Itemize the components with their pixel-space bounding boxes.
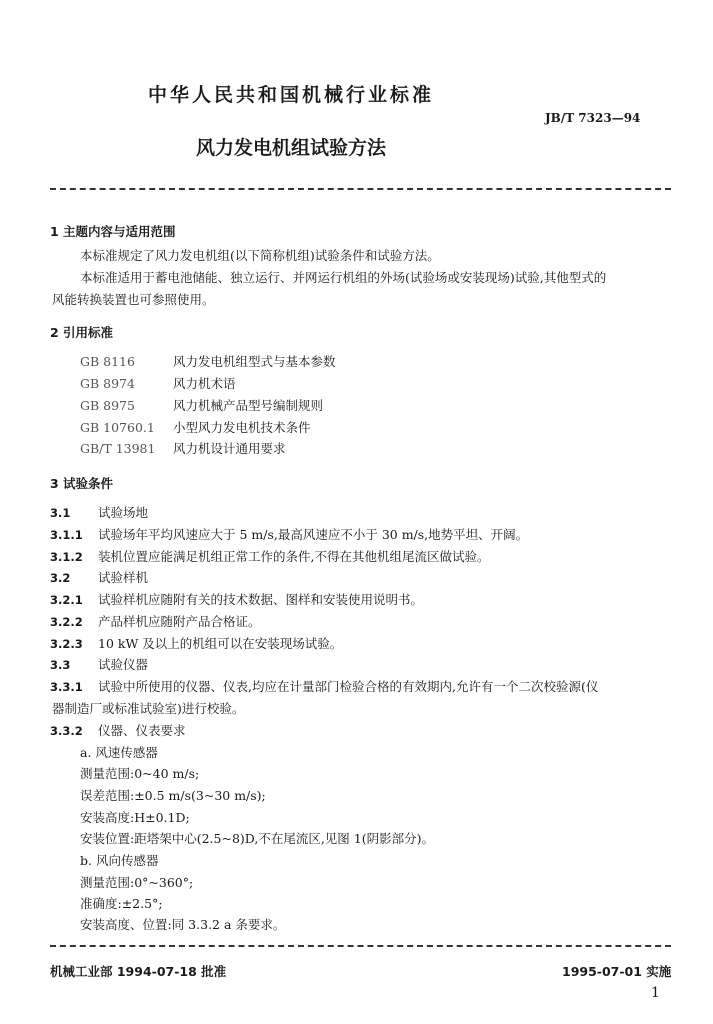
reference-item xyxy=(80,420,311,436)
clause-number: 3.1.2 xyxy=(50,550,83,564)
clause-number: 3.2 xyxy=(50,571,71,585)
clause-line xyxy=(50,527,528,543)
clause-number: 3.3.1 xyxy=(50,680,83,694)
page-number: 1 xyxy=(651,985,660,1001)
clause-number: 3.1.1 xyxy=(50,528,83,542)
header-divider xyxy=(50,188,671,190)
clause-number: 3.3 xyxy=(50,658,71,672)
reference-item xyxy=(80,376,236,392)
footer-divider xyxy=(50,945,671,947)
section-1-paragraph-2-line-1: 本标准适用于蓄电池储能、独立运行、并网运行机组的外场(试验场或安装现场)试验,其他型式的 xyxy=(80,270,607,285)
reference-code: GB/T 13981 xyxy=(80,441,156,456)
reference-item xyxy=(80,441,286,457)
clause-number: 3.1 xyxy=(50,506,71,520)
clause-line xyxy=(50,679,598,695)
clause-line xyxy=(50,592,423,608)
section-1-paragraph-2-line-2: 风能转换装置也可参照使用。 xyxy=(52,292,215,307)
section-2-heading: 2 引用标准 xyxy=(50,325,114,340)
reference-item xyxy=(80,354,336,370)
issuing-organization: 中华人民共和国机械行业标准 xyxy=(148,84,435,106)
wind-speed-range: 测量范围:0~40 m/s; xyxy=(80,766,200,781)
clause-line xyxy=(50,723,186,739)
reference-title: 风力机设计通用要求 xyxy=(173,441,286,456)
clause-continuation: 器制造厂或标准试验室)进行校验。 xyxy=(52,701,245,716)
section-1-paragraph-1: 本标准规定了风力发电机组(以下简称机组)试验条件和试验方法。 xyxy=(80,248,440,263)
wind-speed-install-height: 安装高度:H±0.1D; xyxy=(80,810,190,825)
document-title: 风力发电机组试验方法 xyxy=(196,137,387,159)
clause-text: 仪器、仪表要求 xyxy=(98,723,186,738)
reference-code: GB 8975 xyxy=(80,398,135,413)
wind-speed-install-position: 安装位置:距塔架中心(2.5~8)D,不在尾流区,见图 1(阴影部分)。 xyxy=(80,831,434,846)
clause-line xyxy=(50,657,148,673)
clause-number: 3.2.3 xyxy=(50,637,83,651)
wind-direction-install: 安装高度、位置:同 3.3.2 a 条要求。 xyxy=(80,917,286,932)
clause-number: 3.2.2 xyxy=(50,615,83,629)
clause-line xyxy=(50,570,148,586)
reference-code: GB 10760.1 xyxy=(80,420,155,435)
approval-info: 机械工业部 1994-07-18 批准 xyxy=(50,964,227,979)
wind-direction-sensor-label: b. 风向传感器 xyxy=(80,853,159,868)
wind-speed-error: 误差范围:±0.5 m/s(3~30 m/s); xyxy=(80,788,266,803)
clause-line xyxy=(50,636,342,652)
wind-direction-range: 测量范围:0°~360°; xyxy=(80,875,194,890)
effective-date: 1995-07-01 实施 xyxy=(562,964,672,979)
clause-line xyxy=(50,505,148,521)
reference-title: 风力机械产品型号编制规则 xyxy=(173,398,324,413)
clause-text: 试验样机 xyxy=(98,570,149,585)
clause-text: 试验样机应随附有关的技术数据、图样和安装使用说明书。 xyxy=(98,592,424,607)
clause-number: 3.2.1 xyxy=(50,593,83,607)
clause-text: 产品样机应随附产品合格证。 xyxy=(98,614,261,629)
clause-number: 3.3.2 xyxy=(50,724,83,738)
clause-text: 装机位置应能满足机组正常工作的条件,不得在其他机组尾流区做试验。 xyxy=(98,549,490,564)
section-1-heading: 1 主题内容与适用范围 xyxy=(50,224,176,239)
clause-line xyxy=(50,614,261,630)
wind-speed-sensor-label: a. 风速传感器 xyxy=(80,745,158,760)
clause-text: 试验仪器 xyxy=(98,657,149,672)
reference-item xyxy=(80,398,323,414)
reference-title: 小型风力发电机技术条件 xyxy=(173,420,311,435)
reference-title: 风力发电机组型式与基本参数 xyxy=(173,354,336,369)
standard-code: JB/T 7323—94 xyxy=(545,111,641,125)
reference-code: GB 8974 xyxy=(80,376,135,391)
clause-text: 试验场年平均风速应大于 5 m/s,最高风速应不小于 30 m/s,地势平坦、开阔。 xyxy=(98,527,529,542)
reference-code: GB 8116 xyxy=(80,354,135,369)
clause-text: 10 kW 及以上的机组可以在安装现场试验。 xyxy=(98,636,343,651)
clause-text: 试验场地 xyxy=(98,505,149,520)
clause-text: 试验中所使用的仪器、仪表,均应在计量部门检验合格的有效期内,允许有一个二次校验源(仪 xyxy=(98,679,599,694)
reference-title: 风力机术语 xyxy=(173,376,236,391)
wind-direction-accuracy: 准确度:±2.5°; xyxy=(80,896,163,911)
section-3-heading: 3 试验条件 xyxy=(50,476,114,491)
clause-line xyxy=(50,549,489,565)
